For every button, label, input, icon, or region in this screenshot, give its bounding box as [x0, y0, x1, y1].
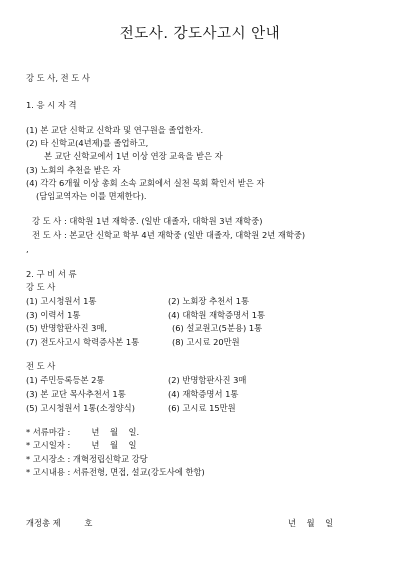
qualification-item-2: (2) 타 신학교(4년제)를 졸업하고,	[26, 138, 149, 148]
qualification-item-2-cont: 본 교단 신학교에서 1년 이상 연장 교육을 받은 자	[44, 151, 223, 161]
doc-item: (5) 고시청원서 1통(소정양식)	[26, 403, 135, 413]
section1-heading: 1. 응 시 자 격	[26, 100, 77, 110]
doc-item: (3) 본 교단 목사추천서 1통	[26, 389, 126, 399]
doc-item: (8) 고시료 20만원	[172, 337, 240, 347]
trailing-mark: ,	[26, 244, 29, 254]
doc-item: (1) 고시청원서 1통	[26, 296, 97, 306]
schedule-content: * 고시내용 : 서류전형, 면접, 설교(강도사에 한함)	[26, 467, 205, 477]
doc-item: (6) 설교원고(5분용) 1통	[172, 323, 263, 333]
doc-item: (2) 반명함판사진 3매	[168, 375, 247, 385]
doc-item: (3) 이력서 1통	[26, 310, 81, 320]
qualification-item-4: (4) 각각 6개월 이상 총회 소속 교회에서 실천 목회 확인서 받은 자	[26, 178, 265, 188]
doc-item: (4) 재학증명서 1통	[168, 389, 239, 399]
page-title: 전도사. 강도사고시 안내	[119, 26, 281, 42]
section2-heading: 2. 구 비 서 류	[26, 269, 77, 279]
subtitle: 강 도 사, 전 도 사	[26, 73, 90, 83]
doc-item: (6) 고시료 15만원	[168, 403, 236, 413]
note-jeondosa: 전 도 사 : 본교단 신학교 학부 4년 재학중 (일반 대졸자, 대학원 2년 재학중)	[32, 230, 306, 240]
footer-number: 개정총 제 호	[26, 518, 93, 528]
note-gangdosa: 강 도 사 : 대학원 1년 재학중. (일반 대졸자, 대학원 3년 재학중)	[32, 216, 263, 226]
qualification-item-4-note: (담임교역자는 이를 면제한다).	[36, 191, 147, 201]
doc-item: (7) 전도사고시 학력증사본 1통	[26, 337, 140, 347]
schedule-place: * 고시장소 : 개혁정립신학교 강당	[26, 454, 148, 464]
doc-item: (1) 주민등록등본 2통	[26, 375, 105, 385]
footer-date: 년 월 일	[288, 518, 334, 528]
doc-item: (4) 대학원 재학증명서 1통	[168, 310, 266, 320]
schedule-date: * 고시일자 : 년 월 일	[26, 440, 137, 450]
doc-item: (2) 노회장 추천서 1통	[168, 296, 250, 306]
group1-title: 강 도 사	[26, 282, 56, 292]
qualification-item-3: (3) 노회의 추천을 받은 자	[26, 165, 121, 175]
group2-title: 전 도 사	[26, 361, 56, 371]
qualification-item-1: (1) 본 교단 신학교 신학과 및 연구원을 졸업한자.	[26, 125, 204, 135]
schedule-deadline: * 서류마감 : 년 월 일.	[26, 427, 140, 437]
doc-item: (5) 반명함판사진 3매,	[26, 323, 108, 333]
